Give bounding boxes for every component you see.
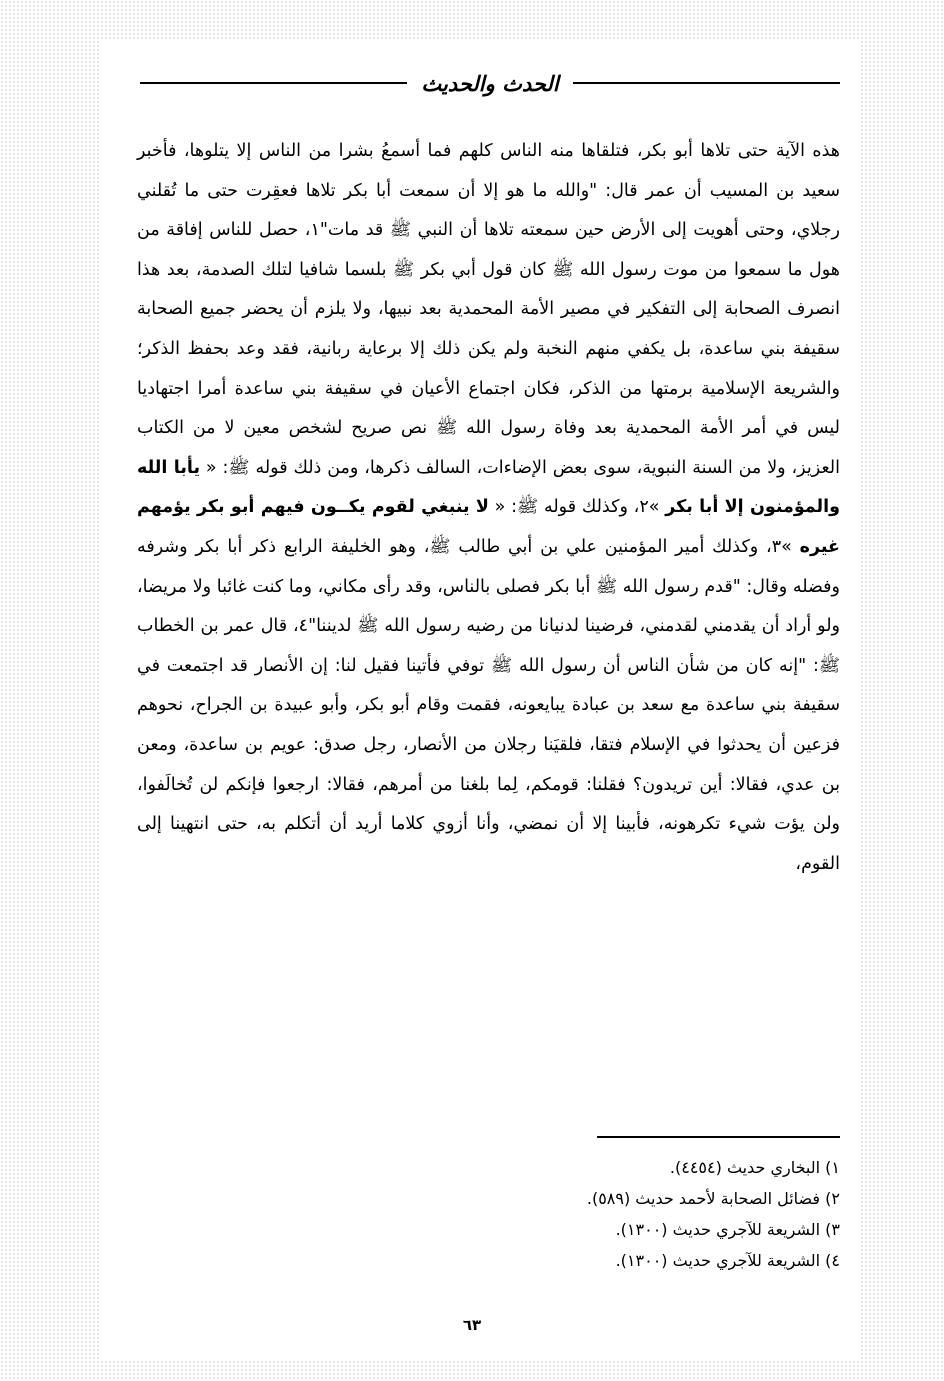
header-rule-left bbox=[140, 82, 407, 84]
footnote-2: ٢) فضائل الصحابة لأحمد حديث (٥٨٩). bbox=[586, 1189, 840, 1208]
main-text bbox=[137, 132, 840, 884]
running-header bbox=[140, 58, 840, 108]
text-run-2: »٢، وكذلك قوله ﷺ: « bbox=[494, 497, 660, 518]
text-run-1: هذه الآية حتى تلاها أبو بكر، فتلقاها منه الناس كلهم فما أسمعُ بشرا من الناس إلا يتلوها، فأخبر سعيد بن المسيب أن عمر قال: "والله ما هو إلا أن سمعت أبا بكر تلاها فعقِرت حتى ما تُقلني رجلاي، وحتى أهويت إلى الأرض حين سمعته تلاها أن النبي ﷺ قد مات"١، حصل للناس إفاقة من هول ما سمعوا من موت رسول الله ﷺ كان قول أبي بكر ﷺ بلسما شافيا لتلك الصدمة، بعد هذا انصرف الصحابة إلى التفكير في مصير الأمة المحمدية بعد نبيها، ولا يلزم أن يحضر جميع الصحابة سقيفة بني ساعدة، بل يكفي منهم النخبة ولم يكن ذلك إلا برعاية ربانية، فقد وعد بحفظ الذكر؛ والشريعة الإسلامية برمتها من الذكر، فكان اجتماع الأعيان في سقيفة بني ساعدة أمرا اجتهاديا ليس في أمر الأمة المحمدية بعد وفاة رسول الله ﷺ نص صريح لشخص معين لا من الكتاب العزيز، ولا من السنة النبوية، سوى بعض الإضاءات، السالف ذكرها، ومن ذلك قوله ﷺ: « bbox=[137, 141, 840, 478]
hadith-quote-1: يأبا الله والمؤمنون إلا أبا بكر bbox=[137, 457, 840, 518]
text-run-3: »٣، وكذلك أمير المؤمنين علي بن أبي طالب ﷺ، وهو الخليفة الرابع ذكر أبا بكر وشرفه وفضله وقال: "قدم رسول الله ﷺ أبا بكر فصلى بالناس، وقد رأى مكاني، وما كنت غائبا ولا مريضا، ولو أراد أن يقدمني لقدمني، فرضينا لدنيانا من رضيه رسول الله ﷺ لديننا"٤، قال عمر بن الخطاب ﷺ: "إنه كان من شأن الناس أن رسول الله ﷺ توفي فأتينا فقيل لنا: إن الأنصار قد اجتمعت في سقيفة بني ساعدة مع سعد بن عبادة يبايعونه، فقمت وقام أبو بكر، وأبو عبيدة بن الجراح، نحوهم فزعين أن يحدثوا في الإسلام فتقا، فلقيَنا رجلان من الأنصار، رجل صدق: عويم بن ساعدة، ومعن بن عدي، فقالا: أين تريدون؟ فقلنا: قومكم، لِما بلغنا من أمرهم، فقالا: ارجعوا فإنكم لن تُخالَفوا، ولن يؤت شيء تكرهونه، فأبينا إلا أن نمضي، وأنا أزوي كلاما أريد أن أتكلم به، حتى انتهينا إلى القوم، bbox=[137, 536, 840, 874]
page-number: ٦٣ bbox=[462, 1316, 482, 1334]
footnote-3: ٣) الشريعة للآجري حديث (١٣٠٠). bbox=[615, 1220, 840, 1239]
hadith-quote-2: لا ينبغي لقوم يكــون فيهم أبو بكر يؤمهم غيره bbox=[137, 497, 840, 557]
header-title: الحدث والحديث bbox=[421, 70, 559, 96]
header-rule-right bbox=[573, 82, 840, 84]
footnote-separator bbox=[597, 1136, 840, 1138]
footnote-1: ١) البخاري حديث (٤٤٥٤). bbox=[669, 1158, 840, 1177]
main-paragraph bbox=[137, 132, 840, 884]
footnotes bbox=[400, 1152, 840, 1276]
footnote-4: ٤) الشريعة للآجري حديث (١٣٠٠). bbox=[615, 1251, 840, 1270]
